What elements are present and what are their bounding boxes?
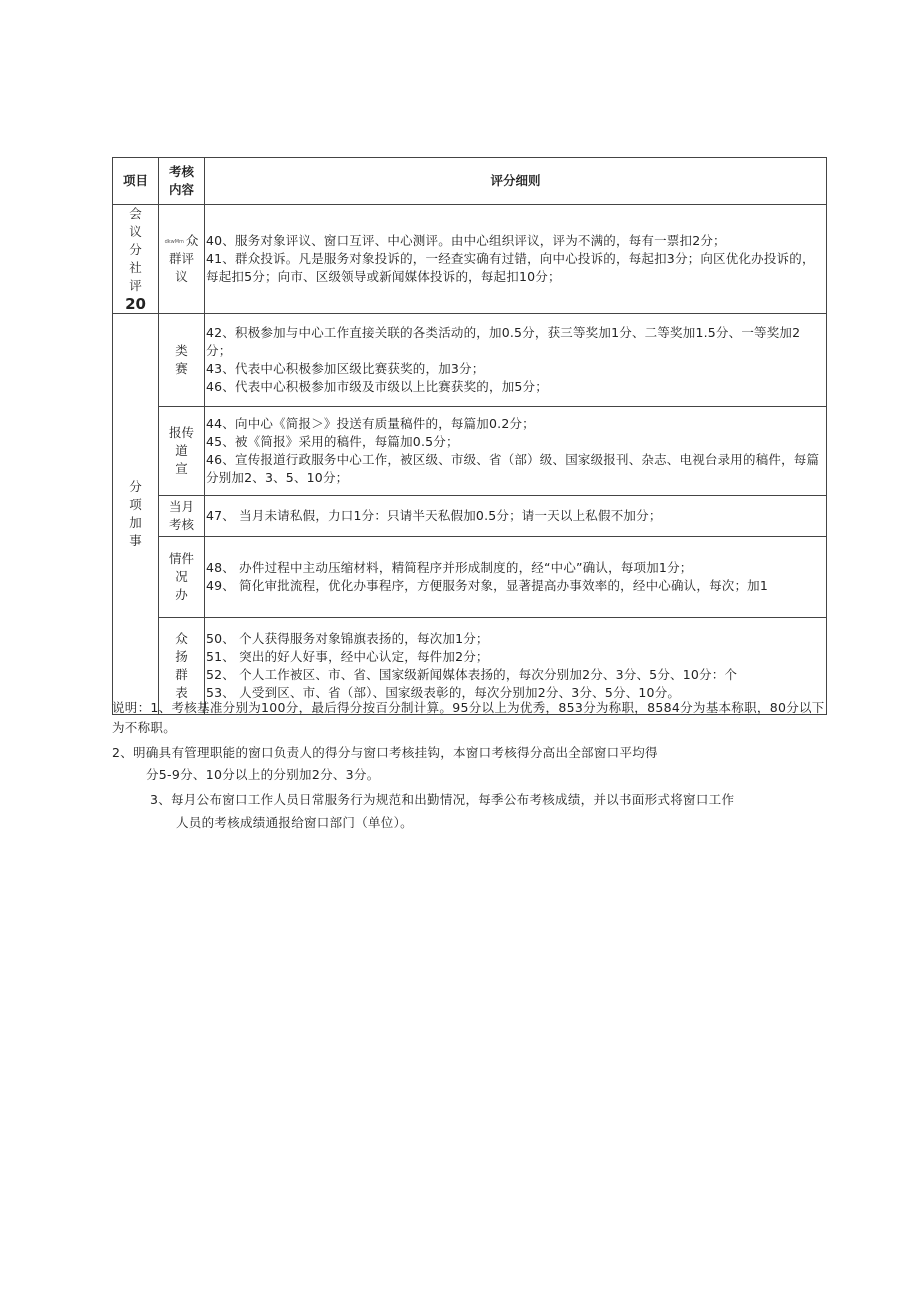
category-char: 议 <box>129 224 142 239</box>
sub-publicity <box>159 407 205 496</box>
header-content <box>159 158 205 205</box>
sub-char: 众 <box>185 233 199 248</box>
sub-handling <box>159 537 205 618</box>
note-2-continued: 分5-9分、10分以上的分别加2分、3分。 <box>146 767 380 782</box>
table-row <box>113 407 827 496</box>
rule-item: 44、向中心《简报＞》投送有质量稿件的，每篇加0.2分； <box>206 416 535 431</box>
detail-cell <box>205 205 827 314</box>
header-scoring-rules: 评分细则 <box>205 158 827 205</box>
rule-item: 43、代表中心积极参加区级比赛获奖的，加3分； <box>206 361 485 376</box>
category-char: 社 <box>129 260 142 275</box>
note-1: 说明：1、考核基准分别为100分，最后得分按百分制计算。95分以上为优秀，853分为称职，8584分为基本称职，80分以下为不称职。 <box>112 700 825 735</box>
sub-char: 类 <box>175 343 188 358</box>
sub-char: 报传 <box>168 425 194 440</box>
header-project: 项目 <box>113 158 159 205</box>
table-row <box>113 496 827 537</box>
category-char: 项 <box>129 497 142 512</box>
rule-item: 49、 简化审批流程，优化办事程序，方便服务对象，显著提高办事效率的，经中心确认，每次；加1 <box>206 578 769 593</box>
category-char: 分 <box>129 242 142 257</box>
category-bonus <box>113 314 159 715</box>
category-char: 加 <box>129 515 142 530</box>
category-char: 事 <box>129 533 142 548</box>
table-row <box>113 205 827 314</box>
sub-char: 群 <box>175 667 188 682</box>
sub-competition <box>159 314 205 407</box>
assessment-table <box>112 157 827 715</box>
table-header-row <box>113 158 827 205</box>
sub-char: 况 <box>175 569 188 584</box>
detail-cell <box>205 314 827 407</box>
sub-char: 考核 <box>168 517 194 532</box>
sub-char: 扬 <box>175 649 188 664</box>
detail-cell <box>205 407 827 496</box>
sub-char: 议 <box>175 269 188 284</box>
note-2: 2、明确具有管理职能的窗口负责人的得分与窗口考核挂钩，本窗口考核得分高出全部窗口平均得 <box>112 745 658 760</box>
rule-item: 53、 人受到区、市、省（部）、国家级表彰的，每次分别加2分、3分、5分、10分。 <box>206 685 681 700</box>
rule-item: 47、 当月未请私假，力口1分：只请半天私假加0.5分；请一天以上私假不加分； <box>206 508 662 523</box>
detail-cell <box>205 496 827 537</box>
sub-char: 群评 <box>168 251 194 266</box>
rule-item: 48、 办件过程中主动压缩材料，精简程序并形成制度的，经“中心”确认，每项加1分； <box>206 560 693 575</box>
sub-char: 众 <box>175 631 188 646</box>
sub-char: 道 <box>175 443 188 458</box>
category-char: 评 <box>129 278 142 293</box>
sub-char: 当月 <box>168 499 194 514</box>
note-3-continued: 人员的考核成绩通报给窗口部门（单位）。 <box>176 815 413 830</box>
sub-char: 办 <box>175 587 188 602</box>
rule-item: 40、服务对象评议、窗口互评、中心测评。由中心组织评议，评为不满的，每有一票扣2分； <box>206 233 726 248</box>
rule-item: 52、 个人工作被区、市、省、国家级新闻媒体表扬的，每次分别加2分、3分、5分、10分：个 <box>206 667 738 682</box>
sub-char: 宣 <box>175 461 188 476</box>
sub-monthly <box>159 496 205 537</box>
category-char: 分 <box>129 479 142 494</box>
note-3: 3、每月公布窗口工作人员日常服务行为规范和出勤情况，每季公布考核成绩，并以书面形式将窗口工作 <box>150 792 735 807</box>
header-content-line2: 内容 <box>168 182 194 197</box>
sub-char: 情件 <box>168 551 194 566</box>
rule-item: 50、 个人获得服务对象锦旗表扬的，每次加1分； <box>206 631 489 646</box>
rule-item: 41、群众投诉。凡是服务对象投诉的，一经查实确有过错，向中心投诉的，每起扣3分；向区优化办投诉的，每起扣5分；向市、区级领导或新闻媒体投诉的，每起扣10分； <box>206 251 815 284</box>
category-char: 会 <box>129 206 142 221</box>
header-content-line1: 考核 <box>168 164 194 179</box>
table-row <box>113 537 827 618</box>
sub-char: 赛 <box>175 361 188 376</box>
sub-mass-evaluation <box>159 205 205 314</box>
category-score: 20 <box>125 295 146 313</box>
rule-item: 42、积极参加与中心工作直接关联的各类活动的，加0.5分，获三等奖加1分、二等奖加1.5分、一等奖加2分； <box>206 325 801 358</box>
rule-item: 46、代表中心积极参加市级及市级以上比赛获奖的，加5分； <box>206 379 548 394</box>
table-row <box>113 314 827 407</box>
sub-tiny-text: dkwMm <box>164 238 184 245</box>
rule-item: 46、宣传报道行政服务中心工作，被区级、市级、省（部）级、国家级报刊、杂志、电视台录用的稿件，每篇分别加2、3、5、10分； <box>206 452 820 485</box>
detail-cell <box>205 537 827 618</box>
category-evaluation <box>113 205 159 314</box>
rule-item: 45、被《简报》采用的稿件，每篇加0.5分； <box>206 434 459 449</box>
rule-item: 51、 突出的好人好事，经中心认定，每件加2分； <box>206 649 489 664</box>
sub-char: 表 <box>175 685 188 700</box>
